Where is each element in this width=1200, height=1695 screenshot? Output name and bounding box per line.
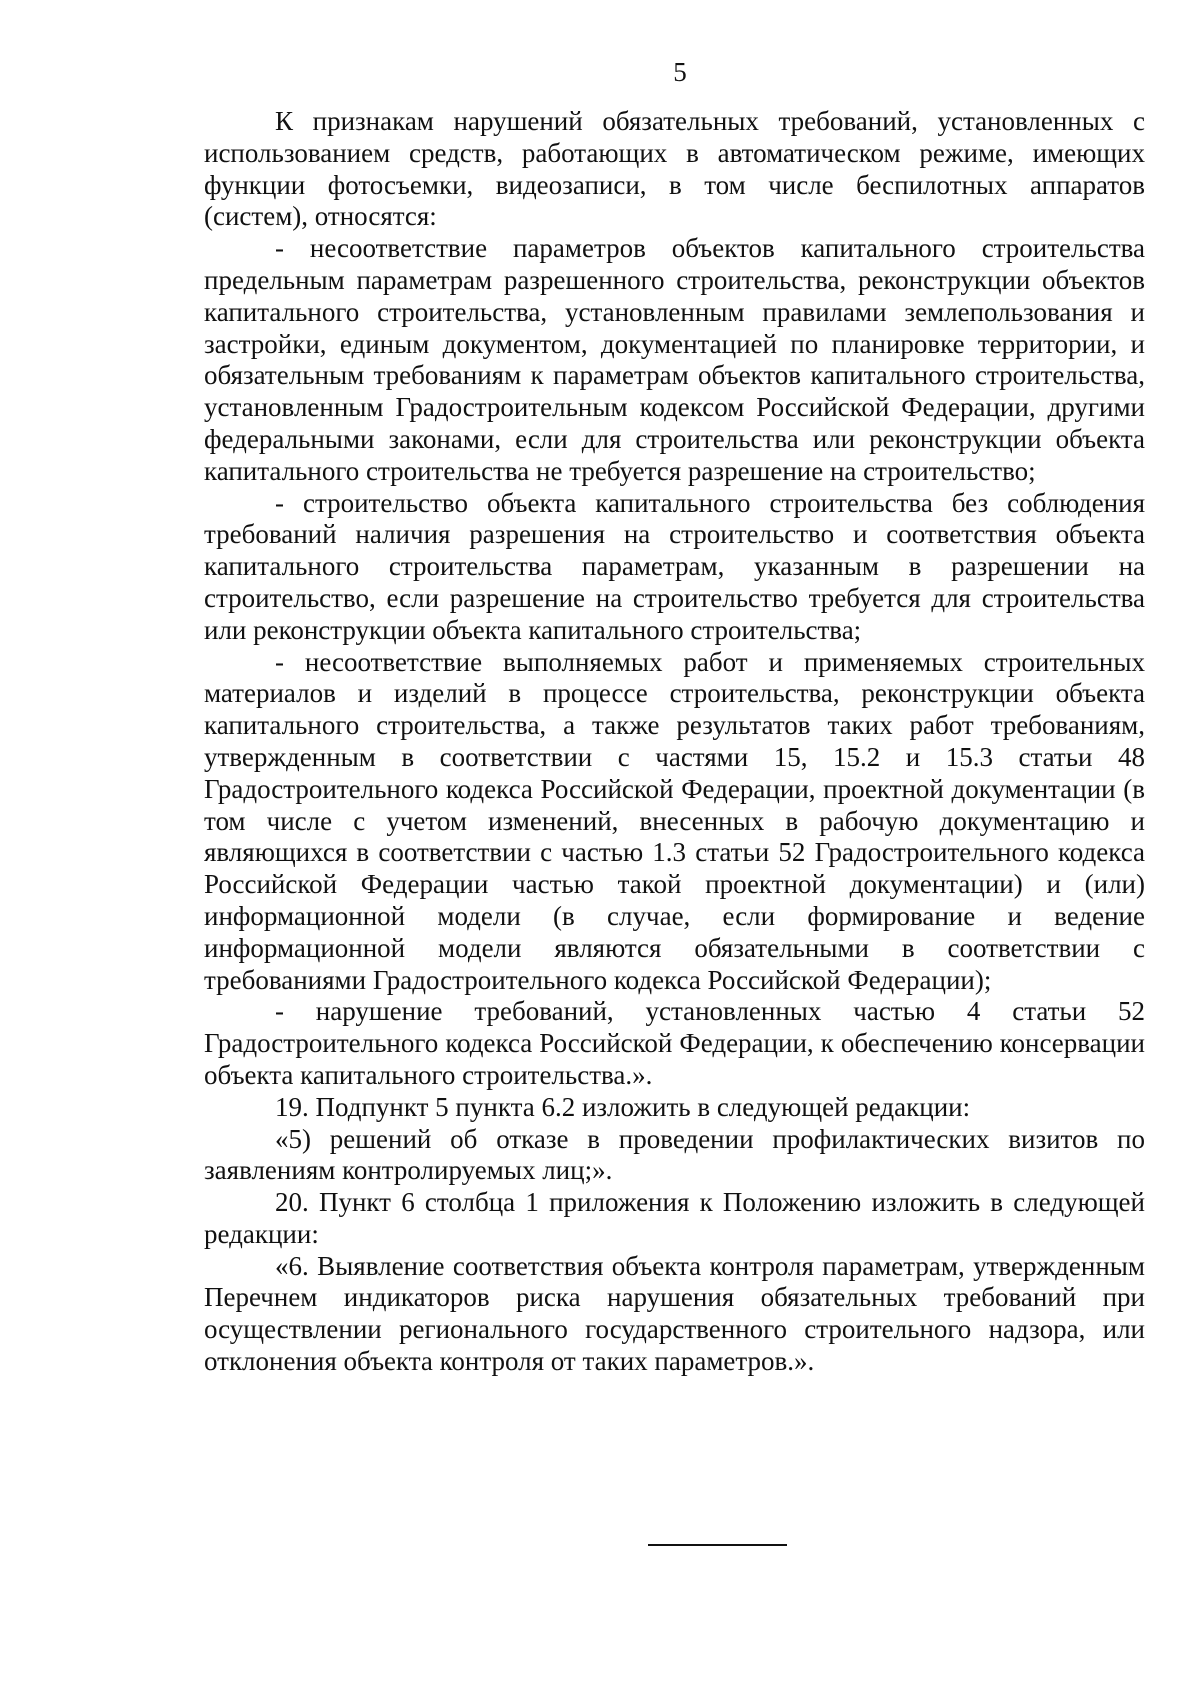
paragraph-list-item-conservation: - нарушение требований, установленных частью 4 статьи 52 Градостроительного кодекса Российской Федерации, к обеспечению консервации объекта капитального строительства.». bbox=[204, 996, 1145, 1090]
paragraph-list-item-works: - несоответствие выполняемых работ и применяемых строительных материалов и изделий в процессе строительства, реконструкции объекта капитального строительства, а также результатов таких работ требованиям, утвержденным в соответствии с частями 15, 15.2 и 15.3 статьи 48 Градостроительного кодекса Российской Федерации, проектной документации (в том числе с учетом изменений, внесенных в рабочую документацию и являющихся в соответствии с частью 1.3 статьи 52 Градостроительного кодекса Российской Федерации частью такой проектной документации) и (или) информационной модели (в случае, если формирование и ведение информационной модели являются обязательными в соответствии с требованиями Градостроительного кодекса Российской Федерации); bbox=[204, 646, 1145, 995]
paragraph-item-20-text: «6. Выявление соответствия объекта контроля параметрам, утвержденным Перечнем индикаторов риска нарушения обязательных требований при осуществлении регионального государственного строительного надзора, или отклонения объекта контроля от таких параметров.». bbox=[204, 1250, 1145, 1377]
paragraph-list-item-permit: - строительство объекта капитального строительства без соблюдения требований наличия разрешения на строительство и соответствия объекта капитального строительства параметрам, указанным в разрешении на строительство, если разрешение на строительство требуется для строительства или реконструкции объекта капитального строительства; bbox=[204, 487, 1145, 645]
paragraph-item-19-text: «5) решений об отказе в проведении профилактических визитов по заявлениям контролируемых лиц;». bbox=[204, 1123, 1145, 1186]
document-body bbox=[204, 106, 1145, 1378]
paragraph-item-19: 19. Подпункт 5 пункта 6.2 изложить в следующей редакции: bbox=[275, 1091, 971, 1122]
paragraph-item-20: 20. Пункт 6 столбца 1 приложения к Положению изложить в следующей редакции: bbox=[204, 1187, 1145, 1249]
page-number: 5 bbox=[673, 57, 687, 87]
paragraph-intro: К признакам нарушений обязательных требований, установленных с использованием средств, работающих в автоматическом режиме, имеющих функции фотосъемки, видеозаписи, в том числе беспилотных аппаратов (систем), относятся: bbox=[204, 106, 1145, 232]
paragraph-list-item-parameters: - несоответствие параметров объектов капитального строительства предельным параметрам разрешенного строительства, реконструкции объектов капитального строительства, установленным правилами землепользования и застройки, единым документом, документацией по планировке территории, и обязательным требованиям к параметрам объектов капитального строительства, установленным Градостроительным кодексом Российской Федерации, другими федеральными законами, если для строительства или реконструкции объекта капитального строительства не требуется разрешение на строительство; bbox=[204, 233, 1145, 486]
end-separator-line bbox=[648, 1544, 787, 1546]
